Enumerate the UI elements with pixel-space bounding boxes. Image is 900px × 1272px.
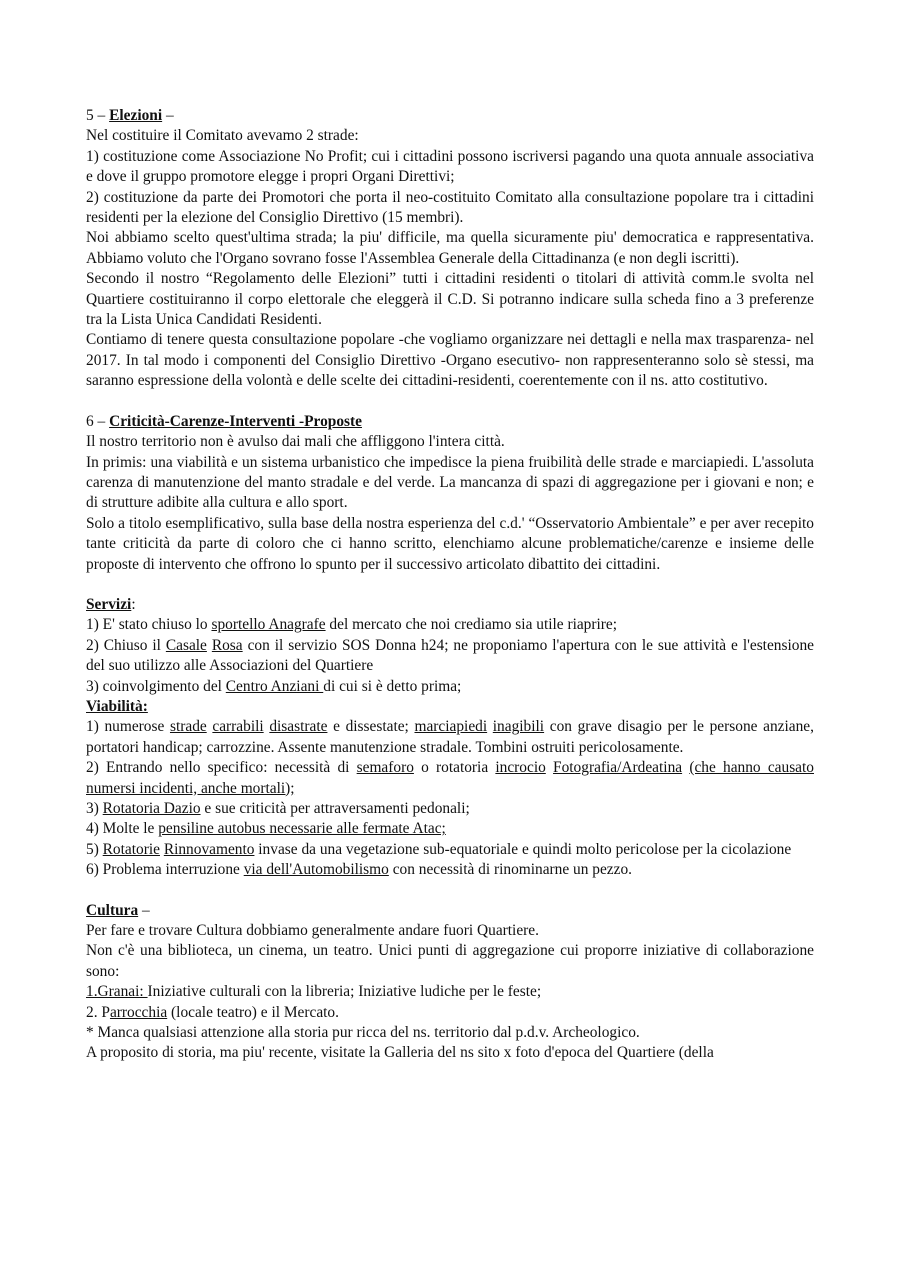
list-item: 4) Molte le pensiline autobus necessarie alle fermate Atac;	[86, 820, 446, 838]
section-title: Viabilità:	[86, 697, 148, 715]
document-page	[86, 106, 814, 1064]
paragraph: Solo a titolo esemplificativo, sulla base della nostra esperienza del c.d.' “Osservatorio Ambientale” e per aver recepito tante criticità da parte di coloro che ci hanno scritto, elenchiamo alcune problematiche/carenze e insieme delle proposte di intervento che offrono lo spunto per il successivo articolato dibattito dei cittadini.	[86, 514, 814, 573]
paragraph: 2) costituzione da parte dei Promotori che porta il neo-costituito Comitato alla consultazione popolare tra i cittadini residenti per la elezione del Consiglio Direttivo (15 membri).	[86, 188, 814, 227]
spacer	[86, 881, 814, 901]
list-item: 1.Granai: Iniziative culturali con la libreria; Iniziative ludiche per le feste;	[86, 983, 542, 1001]
section-title: Criticità-Carenze-Interventi -Proposte	[109, 412, 362, 430]
paragraph: In primis: una viabilità e un sistema urbanistico che impedisce la piena fruibilità delle strade e marciapiedi. L'assoluta carenza di manutenzione del manto stradale e del verde. La mancanza di spazi di aggregazione per i giovani e non; e di strutture adibite alla cultura e allo sport.	[86, 453, 814, 512]
list-item: 2) Chiuso il Casale Rosa con il servizio SOS Donna h24; ne proponiamo l'apertura con le sue attività e l'estensione del suo utilizzo alle Associazioni del Quartiere	[86, 636, 814, 675]
paragraph: Il nostro territorio non è avulso dai mali che affliggono l'intera città.	[86, 433, 505, 451]
section-title: Elezioni	[109, 107, 163, 124]
spacer	[86, 575, 814, 595]
list-item: 1) E' stato chiuso lo sportello Anagrafe del mercato che noi crediamo sia utile riaprire;	[86, 616, 618, 634]
list-item: 2. Parrocchia (locale teatro) e il Mercato.	[86, 1003, 339, 1021]
list-item: 3) Rotatoria Dazio e sue criticità per attraversamenti pedonali;	[86, 800, 470, 817]
list-item: 5) Rotatorie Rinnovamento invase da una vegetazione sub-equatoriale e quindi molto pericolose per la cicolazione	[86, 840, 792, 858]
section-6-heading: 6 – Criticità-Carenze-Interventi -Proposte	[86, 412, 362, 430]
servizi-heading: Servizi:	[86, 595, 136, 613]
list-item: 3) coinvolgimento del Centro Anziani di cui si è detto prima;	[86, 677, 462, 695]
paragraph: Non c'è una biblioteca, un cinema, un teatro. Unici punti di aggregazione cui proporre iniziative di collaborazione sono:	[86, 942, 814, 980]
section-title: Servizi	[86, 595, 132, 613]
list-item: 1) numerose strade carrabili disastrate e dissestate; marciapiedi inagibili con grave disagio per le persone anziane, portatori handicap; carrozzine. Assente manutenzione stradale. Tombini ostruiti pericolosamente.	[86, 718, 814, 756]
section-5-heading: 5 – Elezioni –	[86, 107, 174, 124]
list-item: * Manca qualsiasi attenzione alla storia pur ricca del ns. territorio dal p.d.v. Archeologico.	[86, 1024, 640, 1042]
paragraph: Per fare e trovare Cultura dobbiamo generalmente andare fuori Quartiere.	[86, 922, 539, 940]
paragraph: Noi abbiamo scelto quest'ultima strada; la piu' difficile, ma quella sicuramente piu' democratica e rappresentativa. Abbiamo voluto che l'Organo sovrano fosse l'Assemblea Generale della Cittadinanza (e non degli iscritti).	[86, 229, 814, 267]
cultura-heading: Cultura –	[86, 901, 150, 919]
paragraph: Secondo il nostro “Regolamento delle Elezioni” tutti i cittadini residenti o titolari di attività comm.le svolta nel Quartiere costituiranno il corpo elettorale che eleggerà il C.D. Si potranno indicare sulla scheda fino a 3 preferenze tra la Lista Unica Candidati Residenti.	[86, 270, 814, 329]
paragraph: 1) costituzione come Associazione No Profit; cui i cittadini possono iscriversi pagando una quota annuale associativa e dove il gruppo promotore elegge i propri Organi Direttivi;	[86, 147, 814, 186]
paragraph: Contiamo di tenere questa consultazione popolare -che vogliamo organizzare nei dettagli e nella max trasparenza- nel 2017. In tal modo i componenti del Consiglio Direttivo -Organo esecutivo- non rappresenteranno solo sè stessi, ma saranno espressione della volontà e delle scelte dei cittadini-residenti, coerentemente con il ns. atto costitutivo.	[86, 331, 814, 390]
list-item: 2) Entrando nello specifico: necessità di semaforo o rotatoria incrocio Fotografia/Ardeatina (che hanno causato numersi incidenti, anche mortali);	[86, 759, 814, 797]
spacer	[86, 392, 814, 412]
paragraph: A proposito di storia, ma piu' recente, visitate la Galleria del ns sito x foto d'epoca del Quartiere (della	[86, 1044, 714, 1062]
list-item: 6) Problema interruzione via dell'Automobilismo con necessità di rinominarne un pezzo.	[86, 861, 633, 879]
viabilita-heading	[86, 697, 814, 717]
paragraph: Nel costituire il Comitato avevamo 2 strade:	[86, 127, 359, 145]
section-title: Cultura	[86, 901, 139, 919]
